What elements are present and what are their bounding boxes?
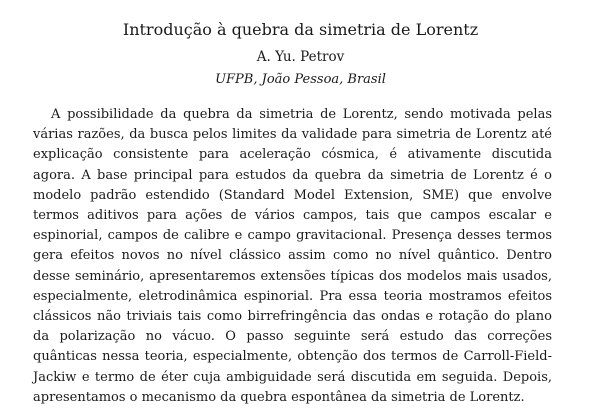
paper-title: Introdução à quebra da simetria de Lorentz xyxy=(122,20,479,39)
abstract-paragraph: A possibilidade da quebra da simetria de Lorentz, sendo motivada pelas várias razões, da busca pelos limites da validade para simetria de Lorentz até explicação consistente para aceleração cósmica, é ativamente discutida agora. A base principal para estudos da quebra da simetria de Lorentz é o modelo padrão estendido (Standard Model Extension, SME) que envolve termos aditivos para ações de vários campos, tais que campos escalar e espinorial, campos de calibre e campo gravitacional. Presença desses termos gera efeitos novos no nível clássico assim como no nível quântico. Dentro desse seminário, apresentaremos extensões típicas dos modelos mais usados, especialmente, eletrodinâmica espinorial. Pra essa teoria mostramos efeitos clássicos não triviais tais como birrefringência das ondas e rotação do plano da polarização no vácuo. O passo seguinte será estudo das correções quânticas nessa teoria, especialmente, obtenção dos termos de Carroll-Field-Jackiw e termo de éter cuja ambiguidade será discutida em seguida. Depois, apresentamos o mecanismo da quebra espontânea da simetria de Lorentz. xyxy=(33,107,552,405)
paper-affiliation: UFPB, João Pessoa, Brasil xyxy=(215,72,386,87)
paper-author: A. Yu. Petrov xyxy=(256,49,345,65)
